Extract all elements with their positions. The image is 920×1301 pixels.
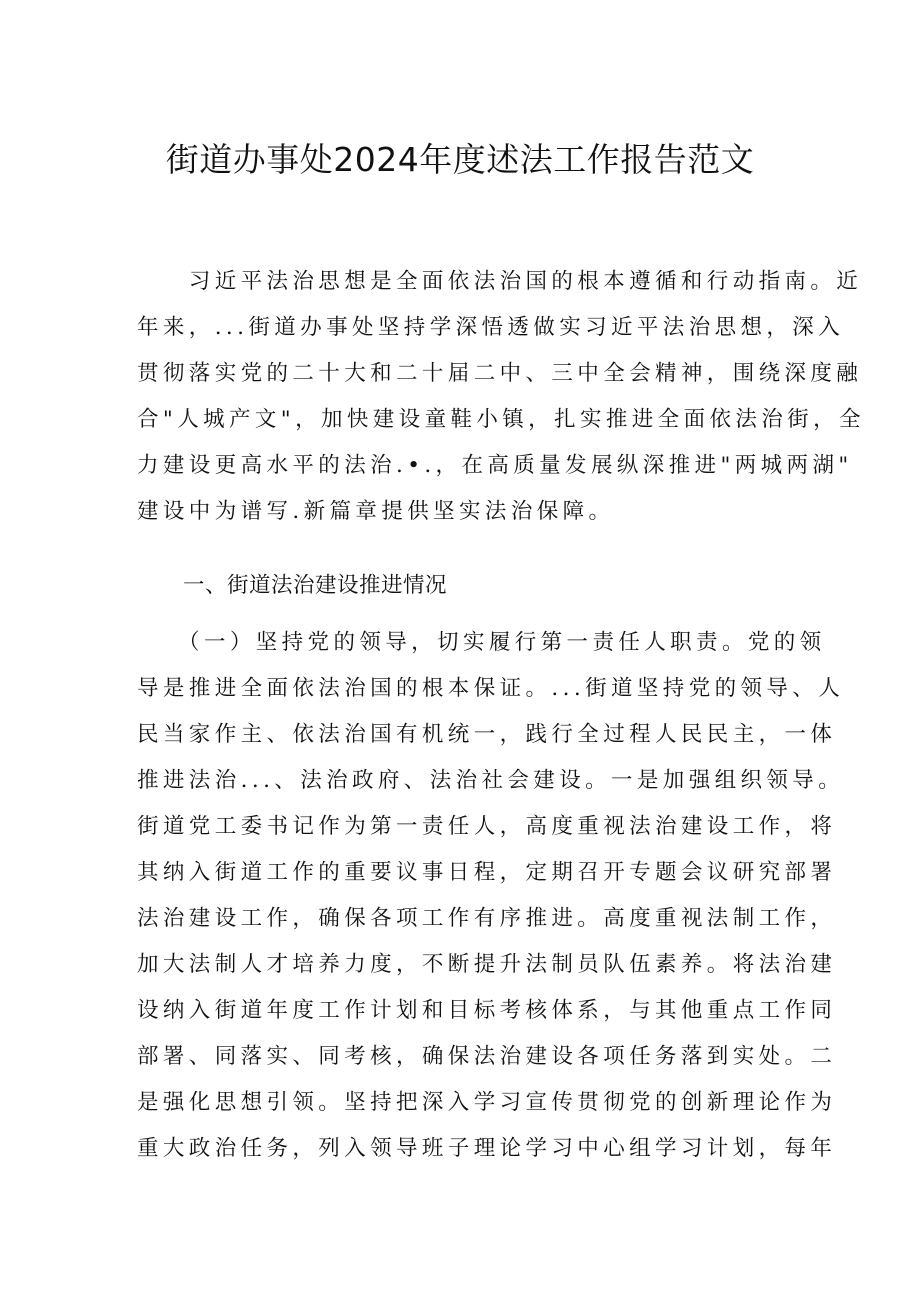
- intro-line: 合"人城产文"，加快建设童鞋小镇，扎实推进全面依法治街，全: [137, 407, 865, 432]
- section-heading: 一、街道法治建设推进情况: [183, 573, 448, 598]
- paragraph-line: 是强化思想引领。坚持把深入学习宣传贯彻党的创新理论作为: [137, 1090, 837, 1115]
- intro-line: 力建设更高水平的法治.•.，在高质量发展纵深推进"两城两湖": [137, 453, 853, 478]
- paragraph-line: 导是推进全面依法治国的根本保证。...街道坚持党的领导、人: [137, 676, 845, 701]
- paragraph-line: （一）坚持党的领导，切实履行第一责任人职责。党的领: [137, 630, 826, 655]
- document-title: 街道办事处2024年度述法工作报告范文: [165, 140, 755, 179]
- paragraph-line: 重大政治任务，列入领导班子理论学习中心组学习计划，每年: [137, 1136, 837, 1161]
- intro-paragraph: [137, 259, 865, 535]
- paragraph-line: 推进法治...、法治政府、法治社会建设。一是加强组织领导。: [137, 768, 845, 793]
- paragraph-line: 设纳入街道年度工作计划和目标考核体系，与其他重点工作同: [137, 998, 837, 1023]
- intro-line: 贯彻落实党的二十大和二十届二中、三中全会精神，围绕深度融: [137, 361, 863, 386]
- intro-line: 习近平法治思想是全面依法治国的根本遵循和行动指南。近: [137, 269, 863, 294]
- intro-line: 建设中为谱写.新篇章提供坚实法治保障。: [137, 499, 615, 524]
- paragraph-line: 街道党工委书记作为第一责任人，高度重视法治建设工作，将: [137, 814, 837, 839]
- section-1-paragraph: [137, 620, 845, 1172]
- paragraph-line: 其纳入街道工作的重要议事日程，定期召开专题会议研究部署: [137, 860, 837, 885]
- intro-line: 年来，...街道办事处坚持学深悟透做实习近平法治思想，深入: [137, 315, 845, 340]
- paragraph-line: 加大法制人才培养力度，不断提升法制员队伍素养。将法治建: [137, 952, 837, 977]
- paragraph-line: 民当家作主、依法治国有机统一，践行全过程人民民主，一体: [137, 722, 837, 747]
- paragraph-line: 部署、同落实、同考核，确保法治建设各项任务落到实处。二: [137, 1044, 837, 1069]
- paragraph-line: 法治建设工作，确保各项工作有序推进。高度重视法制工作，: [137, 906, 837, 931]
